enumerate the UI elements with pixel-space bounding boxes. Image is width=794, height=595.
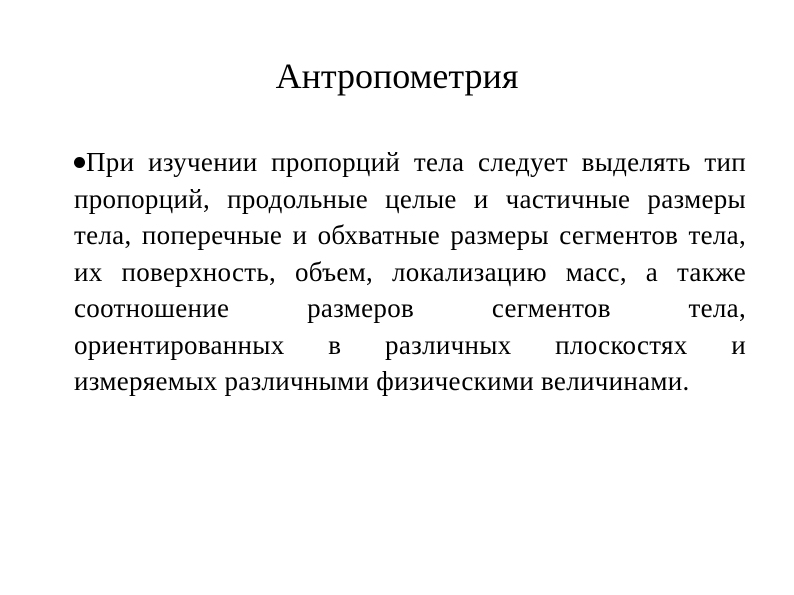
bullet-text: При изучении пропорций тела следует выделять тип пропорций, продольные целые и частичные размеры тела, поперечные и обхватные размеры сегментов тела, их поверхность, объем, локализацию масс, а также соотношение размеров сегментов тела, ориентированных в различных плоскостях и измеряемых различными физическими величинами. xyxy=(74,147,746,396)
slide-body xyxy=(74,144,746,400)
bullet-paragraph xyxy=(74,144,746,400)
slide-title: Антропометрия xyxy=(275,56,519,96)
bullet-icon xyxy=(74,157,85,168)
